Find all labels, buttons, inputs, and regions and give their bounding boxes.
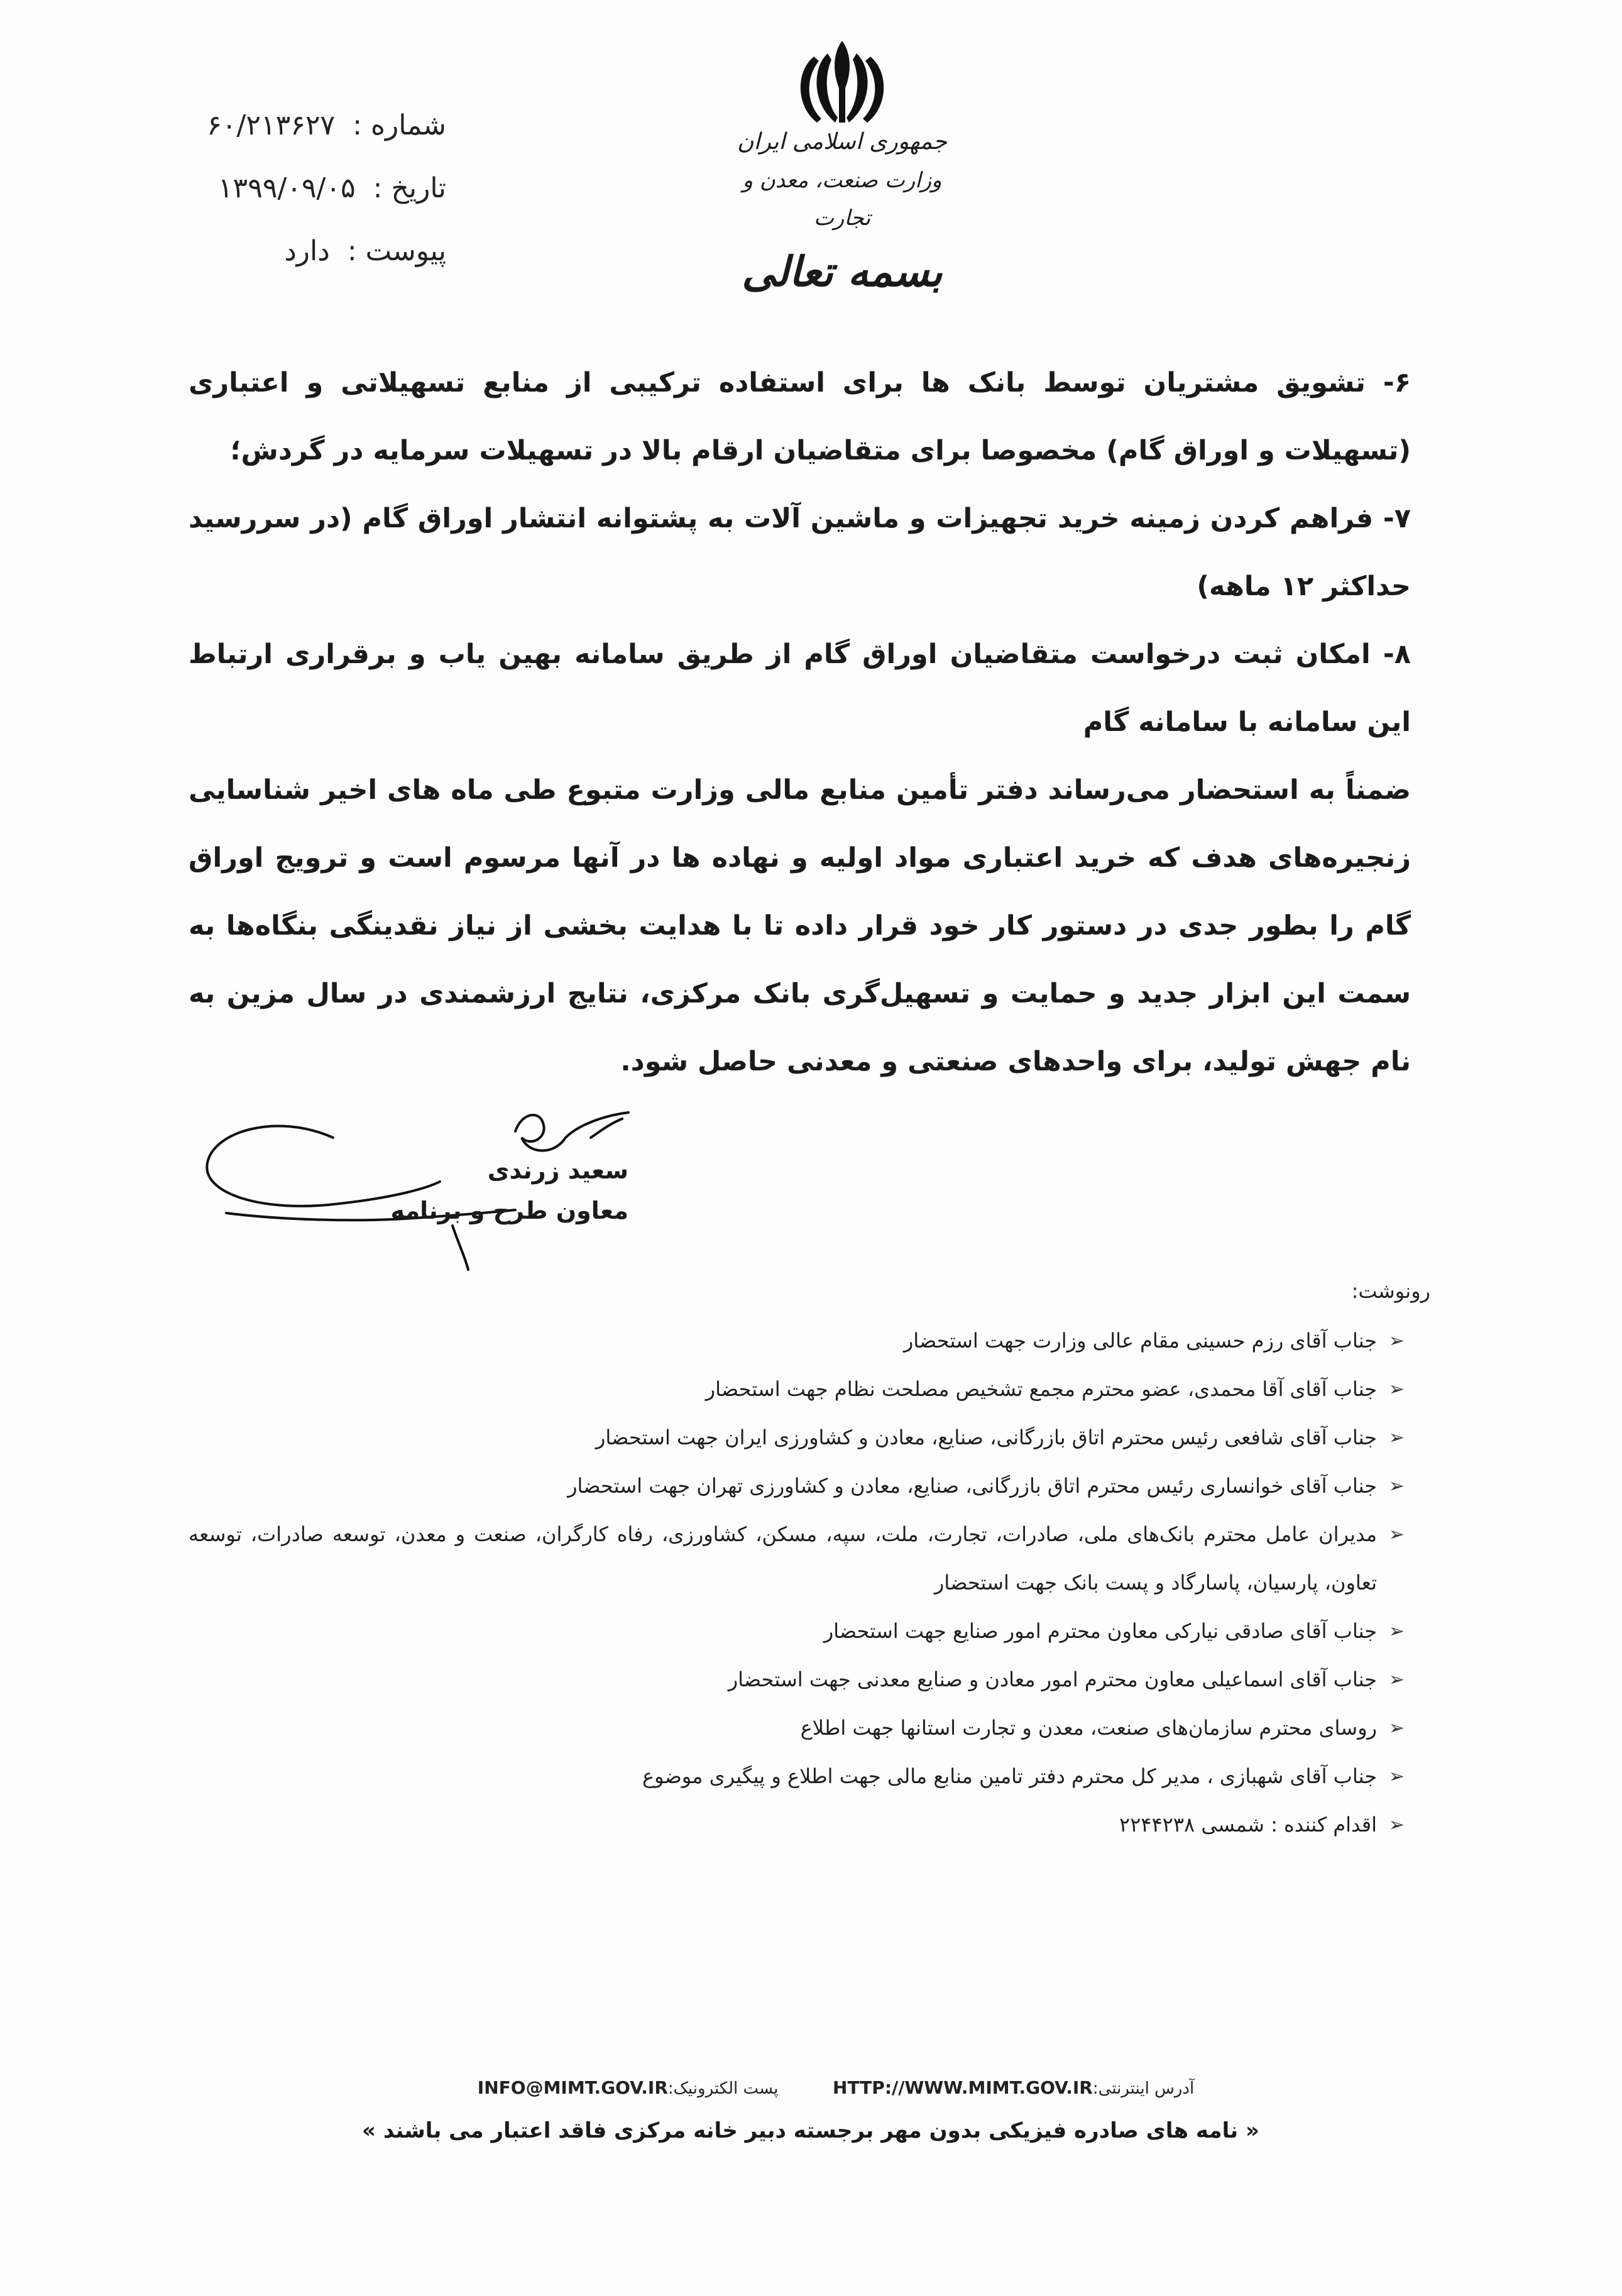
cc-list xyxy=(189,1317,1405,1849)
email-link[interactable]: INFO@MIMT.GOV.IR xyxy=(477,2077,668,2098)
item-number: ۷- xyxy=(1383,503,1411,534)
ministry-name: وزارت صنعت، معدن و تجارت xyxy=(742,168,942,231)
item-number: ۶- xyxy=(1383,367,1411,398)
attachment-value: دارد xyxy=(284,235,330,267)
number-value: ۶۰/۲۱۳۶۲۷ xyxy=(207,109,336,141)
item-text: تشویق مشتریان توسط بانک ها برای استفاده ترکیبی از منابع تسهیلاتی و اعتباری (تسهیلات و اوراق گام) مخصوصا برای متقاضیان ارقام بالا در تسهیلات سرمایه در گردش؛ xyxy=(189,367,1411,466)
email-label: پست الکترونیک: xyxy=(667,2079,779,2098)
arrow-bullet-icon: ➢ xyxy=(1388,1427,1405,1449)
cc-item: ➢ روسای محترم سازمان‌های صنعت، معدن و تجارت استانها جهت اطلاع xyxy=(189,1704,1405,1752)
list-item xyxy=(189,620,1411,756)
cc-item: ➢ جناب آقای آقا محمدی، عضو محترم مجمع تشخیص مصلحت نظام جهت استحضار xyxy=(189,1365,1405,1414)
invocation: بسمه تعالی xyxy=(742,247,943,296)
cc-item: ➢ جناب آقای اسماعیلی معاون محترم امور معادن و صنایع معدنی جهت استحضار xyxy=(189,1656,1405,1704)
signatory-title: معاون طرح و برنامه xyxy=(390,1197,628,1224)
arrow-bullet-icon: ➢ xyxy=(1388,1330,1405,1352)
cc-item: ➢ مدیران عامل محترم بانک‌های ملی، صادرات، تجارت، ملت، سپه، مسکن، کشاورزی، رفاه کارگران، صنعت و معدن، توسعه صادرات، توسعه تعاون، پارسیان، پاسارگاد و پست بانک جهت استحضار xyxy=(189,1510,1405,1607)
signatory-name: سعید زرندی xyxy=(487,1156,628,1184)
date-label: تاریخ : xyxy=(373,172,446,204)
cc-item: ➢ جناب آقای رزم حسینی مقام عالی وزارت جهت استحضار xyxy=(189,1317,1405,1365)
item-text: فراهم کردن زمینه خرید تجهیزات و ماشین آلات به پشتوانه انتشار اوراق گام (در سررسید حداکثر ۱۲ ماهه) xyxy=(189,503,1411,602)
arrow-bullet-icon: ➢ xyxy=(1388,1814,1405,1836)
signatory xyxy=(390,1150,628,1231)
cc-item: ➢ جناب آقای شهبازی ، مدیر کل محترم دفتر تامین منابع مالی جهت اطلاع و پیگیری موضوع xyxy=(189,1752,1405,1801)
attachment-label: پیوست : xyxy=(347,235,446,267)
closing-paragraph: ضمناً به استحضار می‌رساند دفتر تأمین منابع مالی وزارت متبوع طی ماه های اخیر شناسایی زنجیره‌های هدف که خرید اعتباری مواد اولیه و نهاده ها در آنها مرسوم است و ترویج اوراق گام را بطور جدی در دستور کار خود قرار داده تا با هدایت بخشی از نیاز نقدینگی بنگاه‌ها به سمت این ابزار جدید و حمایت و تسهیل‌گری بانک مرکزی، نتایج ارزشمندی در سال مزین به نام جهش تولید، برای واحدهای صنعتی و معدنی حاصل شود. xyxy=(189,774,1411,1077)
number-label: شماره : xyxy=(353,109,446,141)
attachment-row xyxy=(94,226,446,289)
letter-body xyxy=(189,349,1411,1096)
iran-emblem-icon xyxy=(789,35,896,132)
footer-contact xyxy=(440,2077,1232,2098)
republic-name: جمهوری اسلامی ایران xyxy=(737,129,947,155)
web-link[interactable]: HTTP://WWW.MIMT.GOV.IR xyxy=(833,2077,1093,2098)
ministry-header xyxy=(716,123,968,306)
arrow-bullet-icon: ➢ xyxy=(1388,1620,1405,1642)
cc-title: رونوشت: xyxy=(1351,1279,1430,1303)
date-value: ۱۳۹۹/۰۹/۰۵ xyxy=(217,172,356,204)
date-row xyxy=(94,163,446,226)
arrow-bullet-icon: ➢ xyxy=(1388,1378,1405,1400)
letter-metadata xyxy=(94,101,446,289)
arrow-bullet-icon: ➢ xyxy=(1388,1475,1405,1497)
list-item xyxy=(189,349,1411,485)
item-text: امکان ثبت درخواست متقاضیان اوراق گام از طریق سامانه بهین یاب و برقراری ارتباط این سامانه با سامانه گام xyxy=(189,639,1411,738)
arrow-bullet-icon: ➢ xyxy=(1388,1717,1405,1739)
list-item xyxy=(189,485,1411,620)
arrow-bullet-icon: ➢ xyxy=(1388,1524,1405,1546)
cc-item: ➢ جناب آقای شافعی رئیس محترم اتاق بازرگانی، صنایع، معادن و کشاورزی ایران جهت استحضار xyxy=(189,1414,1405,1462)
number-row xyxy=(94,101,446,163)
footer-notice: « نامه های صادره فیزیکی بدون مهر برجسته دبیر خانه مرکزی فاقد اعتبار می باشند » xyxy=(362,2118,1259,2143)
item-number: ۸- xyxy=(1383,639,1411,670)
arrow-bullet-icon: ➢ xyxy=(1388,1669,1405,1691)
cc-item: ➢ جناب آقای صادقی نیارکی معاون محترم امور صنایع جهت استحضار xyxy=(189,1607,1405,1656)
web-label: آدرس اینترنتی: xyxy=(1092,2079,1195,2098)
cc-item: ➢ اقدام کننده : شمسی ۲۲۴۴۲۳۸ xyxy=(189,1801,1405,1849)
arrow-bullet-icon: ➢ xyxy=(1388,1766,1405,1788)
cc-item: ➢ جناب آقای خوانساری رئیس محترم اتاق بازرگانی، صنایع، معادن و کشاورزی تهران جهت استحضار xyxy=(189,1462,1405,1510)
